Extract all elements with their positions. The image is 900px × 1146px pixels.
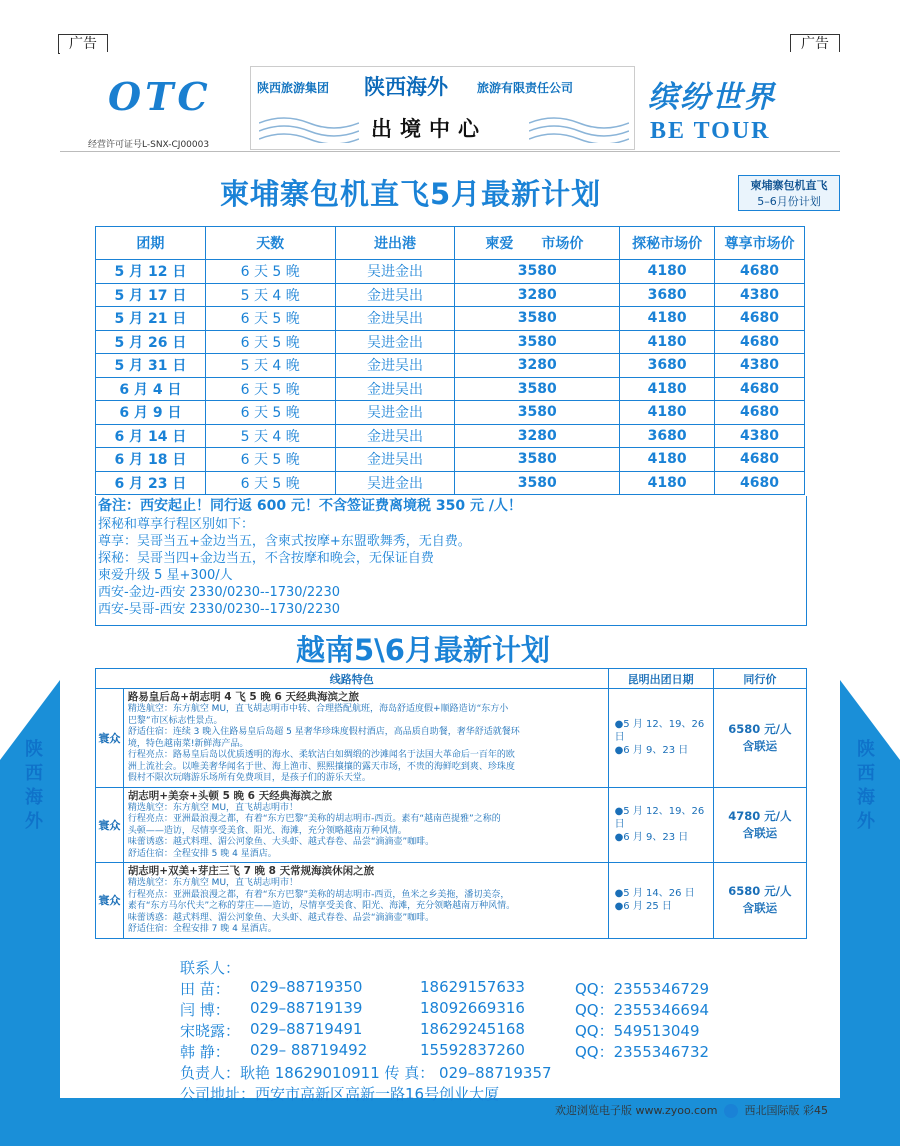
side-text-right: 陕西海外 — [857, 739, 875, 832]
route-title: 胡志明+美奈+头顿 5 晚 6 天经典海滨之旅 — [127, 789, 333, 802]
route-line: 味蕾诱惑：越式料理、湄公河象鱼、大头虾、越式春卷、品尝“滴滴壶”咖啡。 — [127, 912, 435, 923]
schedule-date: 6 月 23 日 — [96, 471, 206, 495]
schedule-zunxiang-price: 4680 — [715, 448, 805, 472]
route-line: 精选航空：东方航空 MU，直飞胡志明市！ — [127, 802, 299, 813]
wave-decoration-left — [259, 113, 359, 143]
schedule-date: 5 月 21 日 — [96, 307, 206, 331]
route-title: 胡志明+双美+芽庄三飞 7 晚 8 天常规海滨休闲之旅 — [127, 865, 375, 877]
route-row — [96, 863, 807, 939]
route-line: 舒适住宿：全程安排 7 晚 4 星酒店。 — [127, 924, 277, 934]
route-line: 舒适住宿：连续 3 晚入住路易皇后岛超 5 星奢华珍珠度假村酒店，高品质自助餐，奢华舒适就餐环 — [127, 727, 520, 737]
col-date: 团期 — [96, 227, 206, 260]
route-line: 舒适住宿：全程安排 5 晚 4 星酒店。 — [127, 848, 277, 859]
contact-qq: QQ：2355346694 — [575, 1001, 710, 1019]
schedule-days: 6 天 5 晚 — [205, 330, 335, 354]
route-row — [96, 787, 807, 863]
route-dates — [608, 863, 713, 939]
route-date: ●6 月 9、23 日 — [614, 745, 689, 757]
schedule-row — [96, 377, 805, 401]
contact-row — [180, 999, 780, 1020]
schedule-days: 6 天 5 晚 — [205, 377, 335, 401]
schedule-ai-price: 3580 — [455, 471, 620, 495]
schedule-tanmi-price: 3680 — [620, 354, 715, 378]
schedule-date: 6 月 14 日 — [96, 424, 206, 448]
schedule-row — [96, 307, 805, 331]
header — [60, 52, 840, 152]
schedule-zunxiang-price: 4680 — [715, 260, 805, 284]
contact-qq: QQ：2355346729 — [575, 980, 710, 998]
schedule-tanmi-price: 4180 — [620, 448, 715, 472]
route-price — [713, 863, 806, 939]
schedule-port: 金进吴出 — [335, 307, 455, 331]
route-line: 假村不限次玩嗨游乐场所有免费项目，是孩子们的游乐天堂。 — [127, 773, 371, 783]
route-line: 行程亮点：亚洲最浪漫之都，有着“东方巴黎”美称的胡志明市-西贡，鱼米之乡美拖，潘切美奈， — [127, 889, 510, 900]
schedule-ai-price: 3280 — [455, 354, 620, 378]
schedule-ai-price: 3280 — [455, 424, 620, 448]
contact-phone: 029– 88719492 — [250, 1041, 368, 1059]
cambodia-badge — [738, 175, 840, 211]
schedule-days: 5 天 4 晚 — [205, 424, 335, 448]
route-line: 精选航空：东方航空 MU，直飞胡志明市中转、合理搭配航班，海岛舒适度假+顺路造访“东方小 — [127, 704, 509, 714]
schedule-date: 6 月 9 日 — [96, 401, 206, 425]
badge-line-2: 5–6月份计划 — [757, 195, 821, 208]
schedule-tanmi-price: 4180 — [620, 330, 715, 354]
price-value: 6580 元/人 — [728, 884, 792, 899]
price-value: 4780 元/人 — [728, 808, 792, 823]
schedule-days: 6 天 5 晚 — [205, 307, 335, 331]
remark: 备注：西安起止！同行返 600 元！不含签证费离境税 350 元 /人！ — [98, 498, 522, 514]
note-line: 探秘和尊享行程区别如下： — [98, 517, 255, 532]
route-line: 行程亮点：亚洲最浪漫之都，有着“东方巴黎”美称的胡志明市-西贡。素有“越南芭提雅”之称的 — [127, 814, 501, 824]
schedule-date: 5 月 12 日 — [96, 260, 206, 284]
schedule-port: 吴进金出 — [335, 401, 455, 425]
schedule-tanmi-price: 4180 — [620, 471, 715, 495]
footer-website: 欢迎浏览电子版 www.zyoo.com — [554, 1104, 718, 1117]
contact-row — [180, 978, 780, 999]
schedule-ai-price: 3580 — [455, 330, 620, 354]
col-dates: 昆明出团日期 — [608, 669, 713, 689]
ad-label-right: 广告 — [790, 34, 840, 54]
schedule-date: 5 月 26 日 — [96, 330, 206, 354]
contact-row — [180, 1041, 780, 1062]
note-line: 西安-吴哥-西安 2330/0230--1730/2230 — [98, 602, 340, 617]
route-agent: 寰众 — [96, 787, 124, 863]
price-note: 含联运 — [742, 825, 778, 840]
route-description — [123, 863, 608, 939]
schedule-ai-price: 3580 — [455, 401, 620, 425]
vietnam-table — [95, 668, 807, 939]
contact-row — [180, 1020, 780, 1041]
schedule-port: 金进吴出 — [335, 424, 455, 448]
col-ai-price: 柬爱 市场价 — [455, 227, 620, 260]
schedule-zunxiang-price: 4680 — [715, 330, 805, 354]
schedule-date: 6 月 18 日 — [96, 448, 206, 472]
price-note: 含联运 — [742, 901, 778, 916]
schedule-port: 金进吴出 — [335, 377, 455, 401]
col-route: 线路特色 — [96, 669, 609, 689]
schedule-port: 吴进金出 — [335, 330, 455, 354]
schedule-row — [96, 354, 805, 378]
schedule-zunxiang-price: 4680 — [715, 471, 805, 495]
contact-phone: 029–88719350 — [250, 978, 363, 996]
note-line: 柬爱升级 5 星+300/人 — [98, 568, 233, 583]
route-description — [123, 787, 608, 863]
col-days: 天数 — [205, 227, 335, 260]
wave-decoration-right — [529, 113, 629, 143]
ad-label-left: 广告 — [58, 34, 108, 54]
price-value: 6580 元/人 — [728, 721, 792, 736]
schedule-row — [96, 424, 805, 448]
col-tanmi-price: 探秘市场价 — [620, 227, 715, 260]
note-line: 西安-金边-西安 2330/0230--1730/2230 — [98, 585, 340, 600]
price-note: 含联运 — [742, 738, 778, 753]
company-suffix: 旅游有限责任公司 — [477, 81, 574, 95]
route-title: 路易皇后岛+胡志明 4 飞 5 晚 6 天经典海滨之旅 — [127, 691, 359, 703]
note-line: 探秘：吴哥当四+金边当五，不含按摩和晚会，无保证自费 — [98, 551, 434, 566]
col-price: 同行价 — [713, 669, 806, 689]
schedule-days: 5 天 4 晚 — [205, 283, 335, 307]
address-line: 公司地址：西安市高新区高新一路16号创业大厦 — [180, 1085, 500, 1103]
schedule-row — [96, 330, 805, 354]
license-number: 经营许可证号L-SNX-CJ00003 — [88, 140, 210, 150]
contact-name: 宋晓露： — [180, 1022, 241, 1040]
schedule-port: 金进吴出 — [335, 448, 455, 472]
schedule-ai-price: 3280 — [455, 283, 620, 307]
contact-qq: QQ：2355346732 — [575, 1043, 710, 1061]
schedule-tanmi-price: 4180 — [620, 260, 715, 284]
contact-name: 韩 静： — [180, 1043, 230, 1061]
schedule-tanmi-price: 3680 — [620, 424, 715, 448]
contact-qq: QQ：549513049 — [575, 1022, 700, 1040]
contacts-heading: 联系人： — [180, 959, 241, 977]
manager-line: 负责人：耿艳 18629010911 传 真： 029–88719357 — [180, 1064, 552, 1082]
route-date: ●5 月 14、26 日 — [614, 888, 695, 900]
schedule-days: 5 天 4 晚 — [205, 354, 335, 378]
top-white-band — [0, 0, 900, 52]
schedule-row — [96, 471, 805, 495]
schedule-ai-price: 3580 — [455, 307, 620, 331]
route-line: 境，特色越南菜!新鲜海产品。 — [127, 738, 249, 749]
contact-mobile: 15592837260 — [420, 1041, 525, 1059]
schedule-ai-price: 3580 — [455, 260, 620, 284]
cambodia-notes — [95, 496, 807, 626]
route-date: ●5 月 12、19、26 日 — [614, 806, 705, 831]
company-name: 陕西海外 — [364, 74, 448, 99]
side-text-left: 陕西海外 — [25, 739, 43, 832]
schedule-ai-price: 3580 — [455, 448, 620, 472]
company-box — [250, 66, 635, 150]
contact-name: 闫 博： — [180, 1001, 230, 1019]
schedule-days: 6 天 5 晚 — [205, 448, 335, 472]
schedule-port: 金进吴出 — [335, 354, 455, 378]
schedule-zunxiang-price: 4680 — [715, 377, 805, 401]
schedule-tanmi-price: 4180 — [620, 401, 715, 425]
contact-mobile: 18092669316 — [420, 999, 525, 1017]
schedule-days: 6 天 5 晚 — [205, 401, 335, 425]
schedule-tanmi-price: 4180 — [620, 307, 715, 331]
route-date: ●6 月 9、23 日 — [614, 832, 689, 844]
schedule-tanmi-price: 4180 — [620, 377, 715, 401]
route-date: ●5 月 12、19、26 日 — [614, 719, 705, 744]
contact-phone: 029–88719491 — [250, 1020, 363, 1038]
route-line: 巴黎”市区标志性景点。 — [127, 715, 223, 726]
contact-mobile: 18629157633 — [420, 978, 525, 996]
badge-line-1: 柬埔寨包机直飞 — [750, 179, 828, 192]
contact-mobile: 18629245168 — [420, 1020, 525, 1038]
schedule-days: 6 天 5 晚 — [205, 471, 335, 495]
schedule-zunxiang-price: 4680 — [715, 307, 805, 331]
note-line: 尊享：吴哥当五+金边当五，含柬式按摩+东盟歌舞秀，无自费。 — [98, 534, 471, 549]
footer-logo-icon — [724, 1104, 738, 1118]
brand-english: BE TOUR — [650, 118, 771, 144]
route-line: 头顿——造访，尽情享受美食、阳光、海滩，充分领略越南万种风情。 — [127, 825, 407, 836]
route-dates — [608, 689, 713, 788]
route-dates — [608, 787, 713, 863]
route-line: 素有“东方马尔代夫”之称的芽庄——造访，尽情享受美食、阳光、海滩，充分领略越南万种风情。 — [127, 901, 516, 911]
right-white-band — [840, 52, 900, 672]
route-agent: 寰众 — [96, 863, 124, 939]
route-price — [713, 787, 806, 863]
schedule-row — [96, 283, 805, 307]
schedule-row — [96, 448, 805, 472]
brand-chinese: 缤纷世界 — [648, 80, 776, 115]
schedule-port: 吴进金出 — [335, 260, 455, 284]
contacts — [180, 957, 780, 1104]
vietnam-title: 越南5\6月最新计划 — [296, 633, 550, 667]
footer-text — [555, 1102, 828, 1118]
contact-name: 田 苗： — [180, 980, 230, 998]
route-price — [713, 689, 806, 788]
schedule-date: 5 月 17 日 — [96, 283, 206, 307]
group-name: 陕西旅游集团 — [257, 81, 330, 95]
route-line: 行程亮点：路易皇后岛以优质透明的海水、柔软洁白如绸缎的沙滩闻名于法国大革命后一百年的欧 — [127, 750, 515, 760]
col-port: 进出港 — [335, 227, 455, 260]
department-name: 出境中心 — [371, 117, 487, 141]
route-date: ●6 月 25 日 — [614, 901, 672, 913]
left-white-band — [0, 52, 60, 672]
route-line: 精选航空：东方航空 MU，直飞胡志明市！ — [127, 878, 299, 888]
schedule-row — [96, 260, 805, 284]
route-line: 洲上流社会。以唯美奢华闻名于世、海上渔市、熙熙攘攘的露天市场，不贵的海鲜吃到爽、珍珠度 — [127, 761, 515, 772]
schedule-tanmi-price: 3680 — [620, 283, 715, 307]
schedule-days: 6 天 5 晚 — [205, 260, 335, 284]
route-row — [96, 689, 807, 788]
schedule-port: 金进吴出 — [335, 283, 455, 307]
cambodia-schedule-table — [95, 226, 805, 495]
schedule-date: 6 月 4 日 — [96, 377, 206, 401]
schedule-zunxiang-price: 4680 — [715, 401, 805, 425]
route-agent: 寰众 — [96, 689, 124, 788]
schedule-zunxiang-price: 4380 — [715, 354, 805, 378]
col-zunxiang-price: 尊享市场价 — [715, 227, 805, 260]
schedule-zunxiang-price: 4380 — [715, 283, 805, 307]
schedule-ai-price: 3580 — [455, 377, 620, 401]
schedule-zunxiang-price: 4380 — [715, 424, 805, 448]
footer-edition: 西北国际版 彩45 — [744, 1104, 828, 1117]
cambodia-title: 柬埔寨包机直飞5月最新计划 — [220, 177, 602, 211]
otc-logo: OTC — [108, 74, 212, 119]
schedule-date: 5 月 31 日 — [96, 354, 206, 378]
schedule-port: 吴进金出 — [335, 471, 455, 495]
route-line: 味蕾诱惑：越式料理、湄公河象鱼、大头虾、越式春卷、品尝“滴滴壶”咖啡。 — [127, 837, 435, 847]
schedule-row — [96, 401, 805, 425]
route-description — [123, 689, 608, 788]
contact-phone: 029–88719139 — [250, 999, 363, 1017]
